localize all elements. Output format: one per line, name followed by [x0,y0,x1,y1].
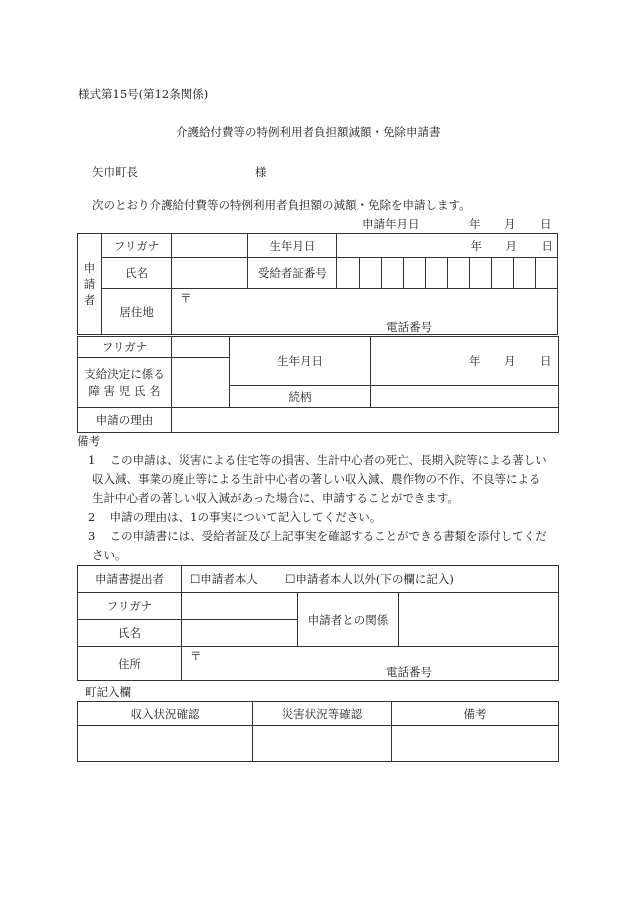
child-name-label: 支給決定に係る 障 害 児 氏 名 [78,358,172,408]
submitter-phone-label: 電話番号 [386,665,432,679]
applicant-address-label: 居住地 [102,289,172,335]
submitter-furigana-label: フリガナ [78,593,182,620]
page-title: 介護給付費等の特例利用者負担額減額・免除申請書 [176,125,441,139]
applicant-name-label: 氏名 [102,258,172,289]
cert-digit-box[interactable] [491,258,513,289]
cert-digit-box[interactable] [447,258,469,289]
child-relation-label: 続柄 [230,386,371,408]
submitter-name-field[interactable] [182,620,298,647]
child-relation-field[interactable] [371,386,559,408]
applicant-furigana-label: フリガナ [102,234,172,258]
application-date-year: 年 [469,217,481,231]
office-col-remarks: 備考 [392,702,559,726]
submitter-options [182,566,559,593]
office-remarks-field[interactable] [392,726,559,762]
applicant-postal-mark: 〒 [180,291,192,305]
submitter-label: 申請書提出者 [78,566,182,593]
reason-label: 申請の理由 [78,408,172,433]
applicant-furigana-field[interactable] [172,234,248,258]
child-furigana-label: フリガナ [78,337,172,358]
child-birth-day: 日 [540,354,552,368]
applicant-birth-day: 日 [541,239,553,253]
intro-text: 次のとおり介護給付費等の特例利用者負担額の減額・免除を申請します。 [92,198,471,212]
application-date-day: 日 [540,217,552,231]
submitter-self-checkbox[interactable]: ☐申請者本人 [190,572,258,586]
cert-digit-box[interactable] [513,258,535,289]
submitter-address-field[interactable] [182,647,559,681]
child-birth-month: 月 [504,354,516,368]
note-item-continuation: 収入減、事業の廃止等による生計中心者の著しい収入減、農作物の不作、不良等による [92,472,541,486]
submitter-furigana-field[interactable] [182,593,298,620]
notes-heading: 備考 [77,434,100,448]
submitter-relation-label: 申請者との関係 [298,593,399,647]
applicant-birthdate-field[interactable] [337,234,558,258]
addressee: 矢巾町長 [92,165,138,179]
reason-field[interactable] [172,408,559,433]
child-table [77,336,559,408]
submitter-relation-field[interactable] [399,593,559,647]
cert-digit-box[interactable] [425,258,447,289]
note-item-continuation: さい。 [92,548,127,562]
applicant-birth-month: 月 [505,239,517,253]
submitter-other-checkbox[interactable]: ☐申請者本人以外(下の欄に記入) [285,572,454,586]
applicant-birth-year: 年 [470,239,482,253]
reason-table [77,407,559,433]
cert-digit-box[interactable] [359,258,381,289]
note-item: 3 この申請書には、受給者証及び上記事実を確認することができる書類を添付してくだ [88,529,547,543]
form-number: 様式第15号(第12条関係) [78,87,209,101]
applicant-cert-label: 受給者証番号 [248,258,337,289]
cert-digit-box[interactable] [403,258,425,289]
office-table [77,701,559,762]
note-item: 2 申請の理由は、1の事実について記入してください。 [88,510,382,524]
note-item-continuation: 生計中心者の著しい収入減があった場合に、申請することができます。 [92,491,459,505]
applicant-birthdate-label: 生年月日 [248,234,337,258]
submitter-address-label: 住所 [78,647,182,681]
applicant-phone-label: 電話番号 [386,320,433,334]
cert-digit-box[interactable] [535,258,557,289]
child-birth-year: 年 [469,354,481,368]
application-date-month: 月 [504,217,516,231]
child-name-field[interactable] [172,358,230,408]
submitter-name-label: 氏名 [78,620,182,647]
office-heading: 町記入欄 [85,685,131,699]
note-item: 1 この申請は、災害による住宅等の損害、生計中心者の死亡、長期入院等による著しい [88,453,547,467]
submitter-postal-mark: 〒 [190,649,202,663]
applicant-table [77,233,558,335]
submitter-table [77,565,559,681]
notes-list [88,451,547,565]
office-income-field[interactable] [78,726,253,762]
cert-digit-box[interactable] [381,258,403,289]
applicant-name-field[interactable] [172,258,248,289]
cert-digit-box[interactable] [469,258,491,289]
office-col-income: 収入状況確認 [78,702,253,726]
child-furigana-field[interactable] [172,337,230,358]
applicant-address-field[interactable] [172,289,558,335]
cert-digit-box[interactable] [337,258,359,289]
addressee-honorific: 様 [255,165,267,179]
office-disaster-field[interactable] [253,726,392,762]
child-birthdate-field[interactable] [371,337,559,386]
office-col-disaster: 災害状況等確認 [253,702,392,726]
child-birthdate-label: 生年月日 [230,337,371,386]
application-date-label: 申請年月日 [362,217,420,231]
applicant-section-label: 申 請 者 [78,234,102,335]
